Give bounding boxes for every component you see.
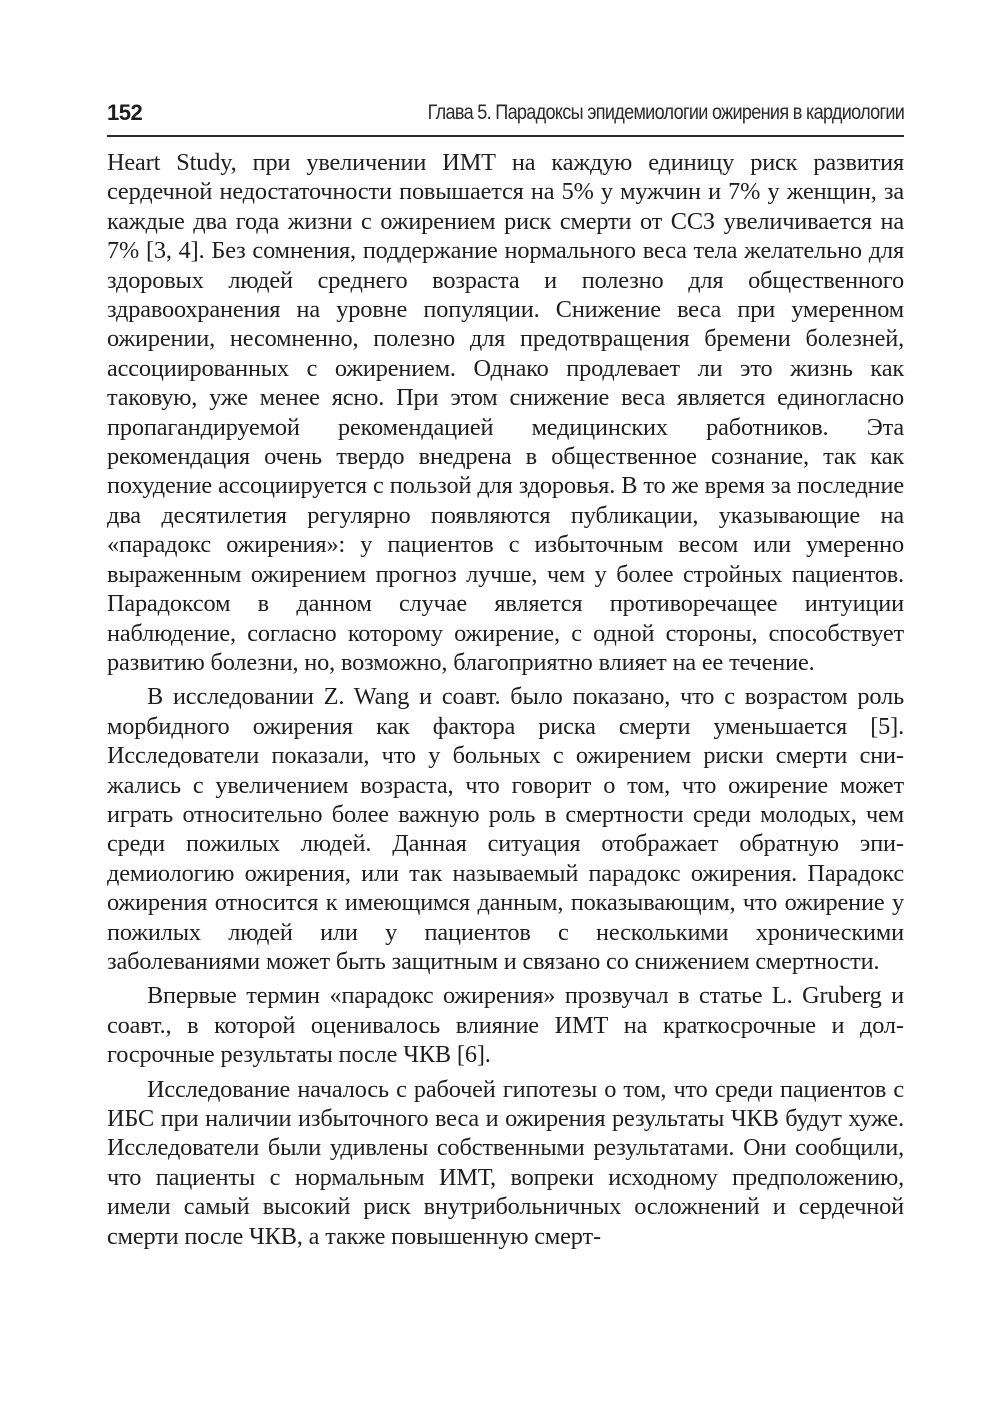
paragraph-3: Впервые термин «парадокс ожирения» прозвучал в статье L. Gruberg и соавт., в которой оценивалось влияние ИМТ на краткосрочные и долгосрочные результаты после ЧКВ [6].: [107, 982, 904, 1069]
paragraph-4: Исследование началось с рабочей гипотезы о том, что среди пациентов с ИБС при наличии избыточного веса и ожирения результаты ЧКВ будут хуже. Исследователи были удивлены собственными результатами. Они сообщили, что пациенты с нормальным ИМТ, вопреки исходному предположению, имели самый высокий риск внутрибольничных осложнений и сердечной смерти после ЧКВ, а также повышенную смерт-: [107, 1075, 904, 1250]
page-number: 152: [107, 100, 143, 125]
header-divider: [107, 135, 904, 137]
paragraph-2: В исследовании Z. Wang и соавт. было показано, что с возрастом роль морбидного ожирения как фактора риска смерти уменьшается [5]. Исследователи показали, что у больных с ожирением риски смерти снижались с увеличением возраста, что говорит о том, что ожирение может играть относительно более важную роль в смертности среди молодых, чем среди пожилых людей. Данная ситуация отображает обратную эпидемиологию ожирения, или так называемый парадокс ожирения. Парадокс ожирения относится к имеющимся данным, показывающим, что ожирение у пожилых людей или у пациентов с несколькими хроническими заболеваниями может быть защитным и связано со снижением смертности.: [107, 683, 904, 975]
page-header: [107, 100, 904, 130]
body-text: [107, 148, 904, 1251]
chapter-running-head: Глава 5. Парадоксы эпидемиологии ожирения в кардиологии: [427, 101, 904, 124]
paragraph-1: Heart Study, при увеличении ИМТ на каждую единицу риск развития сердечной недостаточности повышается на 5% у мужчин и 7% у женщин, за каждые два года жизни с ожирением риск смерти от ССЗ увеличивается на 7% [3, 4]. Без сомнения, поддержание нормального веса тела желательно для здоровых людей среднего возраста и полезно для общественного здравоохранения на уровне популяции. Снижение веса при умеренном ожирении, несомненно, полезно для предотвращения бремени болезней, ассоциированных с ожирением. Однако продлевает ли это жизнь как таковую, уже менее ясно. При этом снижение веса является единогласно пропагандируемой рекомендацией медицинских работников. Эта рекомендация очень твердо внедрена в общественное сознание, так как похудение ассоциируется с пользой для здоровья. В то же время за последние два десятилетия регулярно появляются публикации, указывающие на «парадокс ожирения»: у пациентов с избыточным весом или умеренно выраженным ожирением прогноз лучше, чем у более стройных пациентов. Парадоксом в данном случае является противоречащее интуиции наблюдение, согласно которому ожирение, с одной стороны, способствует развитию болезни, но, возможно, благоприятно влияет на ее течение.: [107, 149, 904, 676]
